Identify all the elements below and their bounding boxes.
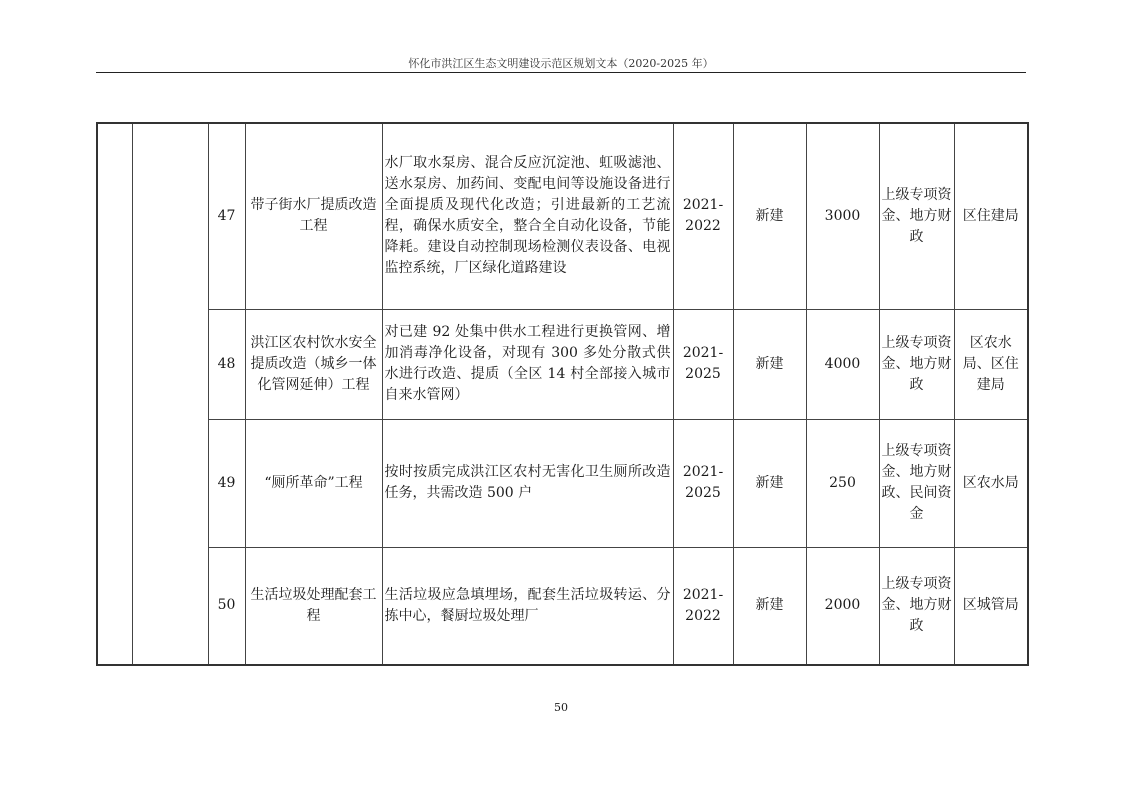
project-period: 2021-2025 — [673, 419, 733, 547]
project-investment: 3000 — [806, 123, 879, 309]
project-period: 2021-2025 — [673, 309, 733, 419]
row-number: 47 — [208, 123, 245, 309]
project-investment: 250 — [806, 419, 879, 547]
row-number: 49 — [208, 419, 245, 547]
project-funding: 上级专项资金、地方财政、民间资金 — [879, 419, 954, 547]
subcategory-cell — [132, 123, 208, 665]
project-name: 带子街水厂提质改造工程 — [245, 123, 382, 309]
category-cell — [97, 123, 132, 665]
project-department: 区农水局、区住建局 — [954, 309, 1028, 419]
project-funding: 上级专项资金、地方财政 — [879, 547, 954, 665]
project-nature: 新建 — [733, 123, 806, 309]
project-department: 区住建局 — [954, 123, 1028, 309]
project-funding: 上级专项资金、地方财政 — [879, 123, 954, 309]
table-row — [97, 309, 1028, 419]
row-number: 50 — [208, 547, 245, 665]
project-content: 生活垃圾应急填埋场，配套生活垃圾转运、分拣中心，餐厨垃圾处理厂 — [382, 547, 673, 665]
project-nature: 新建 — [733, 309, 806, 419]
project-funding: 上级专项资金、地方财政 — [879, 309, 954, 419]
project-investment: 4000 — [806, 309, 879, 419]
table-row — [97, 123, 1028, 309]
project-period: 2021-2022 — [673, 547, 733, 665]
project-name: 洪江区农村饮水安全提质改造（城乡一体化管网延伸）工程 — [245, 309, 382, 419]
table-row — [97, 419, 1028, 547]
row-number: 48 — [208, 309, 245, 419]
project-content: 对已建 92 处集中供水工程进行更换管网、增加消毒净化设备，对现有 300 多处分散式供水进行改造、提质（全区 14 村全部接入城市自来水管网） — [382, 309, 673, 419]
page-number: 50 — [554, 701, 568, 714]
project-name: “厕所革命”工程 — [245, 419, 382, 547]
project-content: 水厂取水泵房、混合反应沉淀池、虹吸滤池、送水泵房、加药间、变配电间等设施设备进行全面提质及现代化改造；引进最新的工艺流程，确保水质安全，整合全自动化设备，节能降耗。建设自动控制现场检测仪表设备、电视监控系统，厂区绿化道路建设 — [382, 123, 673, 309]
project-content: 按时按质完成洪江区农村无害化卫生厕所改造任务，共需改造 500 户 — [382, 419, 673, 547]
project-nature: 新建 — [733, 547, 806, 665]
page-header-title: 怀化市洪江区生态文明建设示范区规划文本（2020-2025 年） — [408, 57, 714, 70]
project-name: 生活垃圾处理配套工程 — [245, 547, 382, 665]
project-table — [96, 122, 1029, 666]
project-period: 2021-2022 — [673, 123, 733, 309]
project-nature: 新建 — [733, 419, 806, 547]
project-investment: 2000 — [806, 547, 879, 665]
project-department: 区城管局 — [954, 547, 1028, 665]
project-department: 区农水局 — [954, 419, 1028, 547]
header-rule — [96, 72, 1026, 73]
table-row — [97, 547, 1028, 665]
